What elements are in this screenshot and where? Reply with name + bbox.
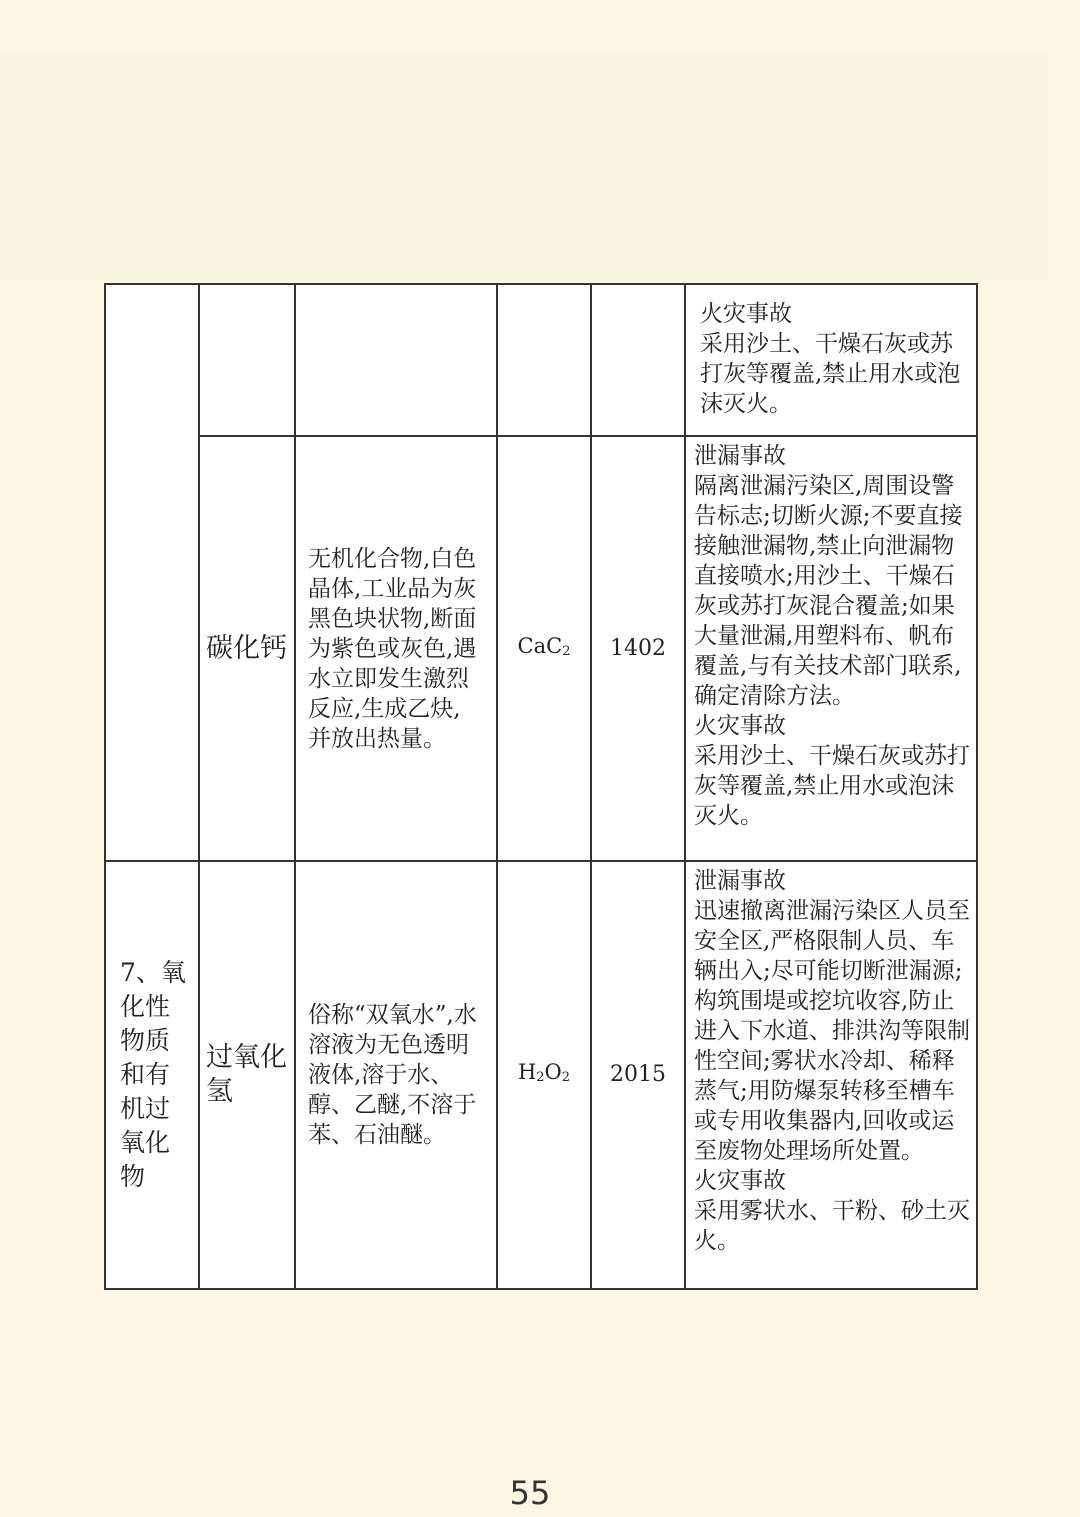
measure-text: 迅速撤离泄漏污染区人员至安全区,严格限制人员、车辆出入;尽可能切断泄漏源;构筑围堤或挖坑收容,防止进入下水道、排洪沟等限制性空间;雾状水冷却、稀释蒸气;用防爆泵转移至槽车或专用收集器内,回收或运至废物处理场所处置。 [694,898,970,1164]
category-cell: 7、氧化性物质和有机过氧化物 [105,861,199,1289]
measures-cell [685,284,977,436]
formula-subscript: 2 [562,643,571,659]
formula-cell [497,436,591,861]
measure-text: 采用雾状水、干粉、砂土灭火。 [694,1198,970,1254]
category-cell [105,284,199,861]
description-cell: 无机化合物,白色晶体,工业品为灰黑色块状物,断面为紫色或灰色,遇水立即发生激烈反应,生成乙炔, 并放出热量。 [295,436,497,861]
name-cell: 过氧化氢 [199,861,295,1289]
table-row [105,436,977,861]
un-number-cell: 2015 [591,861,685,1289]
description-cell [295,284,497,436]
measures-cell [685,436,977,861]
measure-heading: 火灾事故 [700,301,792,327]
table-row [105,284,977,436]
description-cell: 俗称“双氧水”,水溶液为无色透明液体,溶于水、醇、乙醚,不溶于苯、石油醚。 [295,861,497,1289]
table-row [105,861,977,1289]
name-cell [199,284,295,436]
un-number-cell [591,284,685,436]
name-cell: 碳化钙 [199,436,295,861]
formula-cell [497,861,591,1289]
measure-text: 隔离泄漏污染区,周围设警告标志;切断火源;不要直接接触泄漏物,禁止向泄漏物直接喷水;用沙土、干燥石灰或苏打灰混合覆盖;如果大量泄漏,用塑料布、帆布覆盖,与有关技术部门联系, 确定清除方法。 [694,473,963,709]
measure-heading: 泄漏事故 [694,443,786,469]
measure-heading: 火灾事故 [694,1168,786,1194]
measure-heading: 泄漏事故 [694,868,786,894]
measures-cell [685,861,977,1289]
page-number: 55 [509,1474,551,1512]
measure-heading: 火灾事故 [694,713,786,739]
hazmat-table [104,283,976,1288]
formula-tail: O [544,1060,562,1084]
formula-cell [497,284,591,436]
un-number-cell: 1402 [591,436,685,861]
measure-text: 采用沙土、干燥石灰或苏打灰等覆盖,禁止用水或泡沫灭火。 [700,331,961,417]
formula-subscript: 2 [536,1070,545,1085]
header-band [0,52,1048,280]
formula-subscript-2: 2 [561,1070,571,1085]
measure-text: 采用沙土、干燥石灰或苏打灰等覆盖,禁止用水或泡沫灭火。 [694,743,970,829]
formula-main: H [517,1060,537,1084]
formula-main: CaC [517,633,563,658]
